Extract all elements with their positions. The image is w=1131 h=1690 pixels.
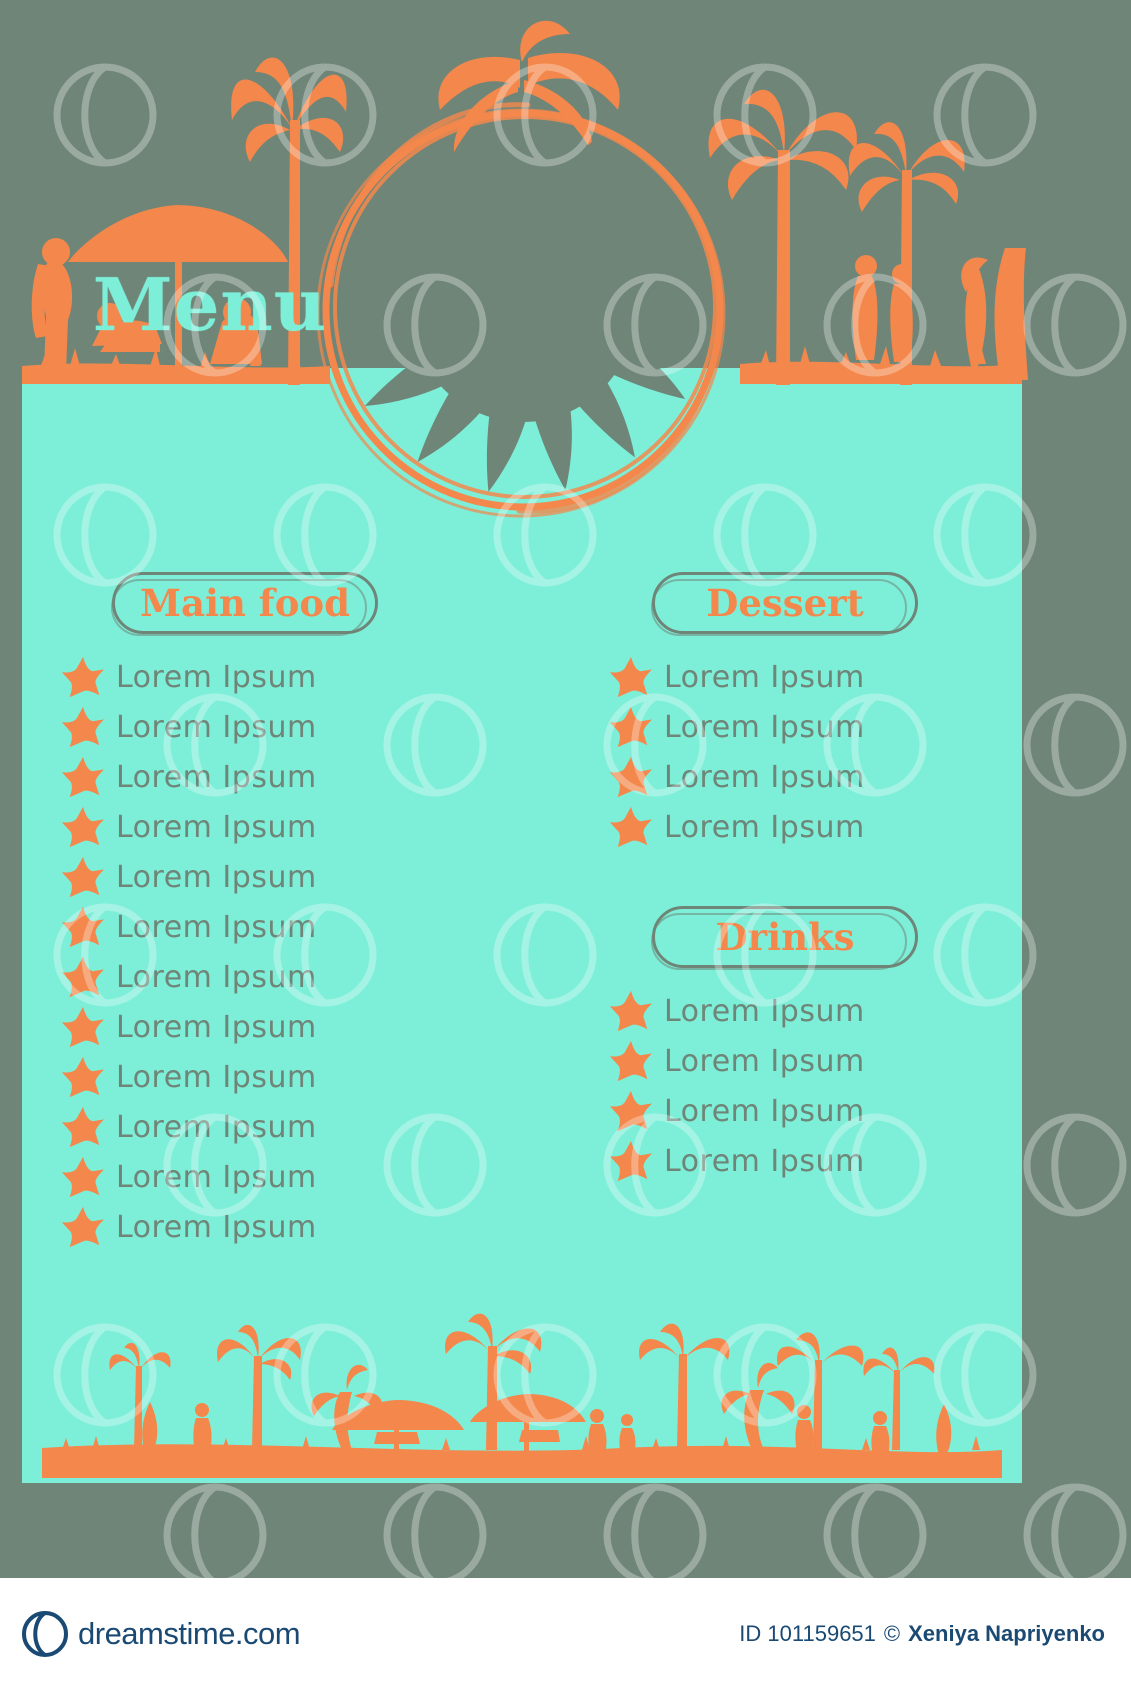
- section-header-drinks: [652, 906, 918, 968]
- author-name: Xeniya Napriyenko: [908, 1621, 1105, 1646]
- item-label: Lorem Ipsum: [116, 1209, 317, 1245]
- list-item: [60, 652, 510, 702]
- starfish-icon: [608, 655, 654, 699]
- menu-list-dessert: [608, 652, 1030, 852]
- section-main-food: [60, 572, 510, 1252]
- starfish-icon: [608, 1089, 654, 1133]
- list-item: [60, 752, 510, 802]
- starfish-icon: [608, 755, 654, 799]
- item-label: Lorem Ipsum: [116, 709, 317, 745]
- item-label: Lorem Ipsum: [116, 959, 317, 995]
- item-label: Lorem Ipsum: [664, 809, 865, 845]
- menu-list-drinks: [608, 986, 1030, 1186]
- item-label: Lorem Ipsum: [116, 1109, 317, 1145]
- starfish-icon: [608, 989, 654, 1033]
- list-item: [60, 1002, 510, 1052]
- starfish-icon: [608, 1039, 654, 1083]
- item-label: Lorem Ipsum: [664, 993, 865, 1029]
- starfish-icon: [60, 1155, 106, 1199]
- starfish-icon: [60, 1005, 106, 1049]
- starfish-icon: [608, 705, 654, 749]
- list-item: [608, 986, 1030, 1036]
- item-label: Lorem Ipsum: [116, 1009, 317, 1045]
- starfish-icon: [60, 855, 106, 899]
- item-label: Lorem Ipsum: [664, 709, 865, 745]
- list-item: [608, 652, 1030, 702]
- starfish-icon: [60, 905, 106, 949]
- list-item: [60, 852, 510, 902]
- starfish-icon: [60, 1105, 106, 1149]
- menu-column-right: [600, 572, 1030, 1192]
- menu-title: Menu: [92, 262, 328, 347]
- item-label: Lorem Ipsum: [116, 909, 317, 945]
- section-drinks: [600, 906, 1030, 1186]
- list-item: [60, 902, 510, 952]
- starfish-icon: [608, 1139, 654, 1183]
- dreamstime-logo-icon: [22, 1611, 68, 1657]
- section-title: Drinks: [715, 915, 855, 959]
- list-item: [608, 702, 1030, 752]
- item-label: Lorem Ipsum: [664, 1093, 865, 1129]
- item-label: Lorem Ipsum: [116, 759, 317, 795]
- menu-list-main-food: [60, 652, 510, 1252]
- list-item: [60, 1152, 510, 1202]
- list-item: [608, 1136, 1030, 1186]
- item-label: Lorem Ipsum: [664, 1143, 865, 1179]
- image-id: ID 101159651: [739, 1621, 876, 1646]
- list-item: [608, 802, 1030, 852]
- item-label: Lorem Ipsum: [116, 809, 317, 845]
- stock-footer: [0, 1578, 1131, 1690]
- list-item: [60, 1052, 510, 1102]
- starfish-icon: [60, 655, 106, 699]
- menu-column-left: [60, 572, 510, 1258]
- starfish-icon: [60, 1055, 106, 1099]
- list-item: [608, 752, 1030, 802]
- section-header-dessert: [652, 572, 918, 634]
- list-item: [60, 1102, 510, 1152]
- item-label: Lorem Ipsum: [664, 1043, 865, 1079]
- dreamstime-logo-text: dreamstime.com: [78, 1616, 301, 1651]
- list-item: [60, 1202, 510, 1252]
- item-label: Lorem Ipsum: [664, 659, 865, 695]
- item-label: Lorem Ipsum: [116, 1159, 317, 1195]
- item-label: Lorem Ipsum: [116, 859, 317, 895]
- section-title: Main food: [140, 581, 350, 625]
- list-item: [60, 702, 510, 752]
- item-label: Lorem Ipsum: [664, 759, 865, 795]
- starfish-icon: [60, 705, 106, 749]
- item-label: Lorem Ipsum: [116, 1059, 317, 1095]
- starfish-icon: [60, 755, 106, 799]
- copyright-symbol: ©: [883, 1621, 901, 1646]
- section-title: Dessert: [706, 581, 864, 625]
- dreamstime-logo[interactable]: [22, 1611, 300, 1657]
- section-header-main-food: [112, 572, 378, 634]
- section-dessert: [600, 572, 1030, 852]
- list-item: [608, 1086, 1030, 1136]
- item-label: Lorem Ipsum: [116, 659, 317, 695]
- footer-meta: [739, 1621, 1105, 1647]
- starfish-icon: [608, 805, 654, 849]
- starfish-icon: [60, 955, 106, 999]
- starfish-icon: [60, 805, 106, 849]
- bottom-beach-scenery: [22, 1308, 1022, 1483]
- list-item: [60, 802, 510, 852]
- list-item: [60, 952, 510, 1002]
- list-item: [608, 1036, 1030, 1086]
- starfish-icon: [60, 1205, 106, 1249]
